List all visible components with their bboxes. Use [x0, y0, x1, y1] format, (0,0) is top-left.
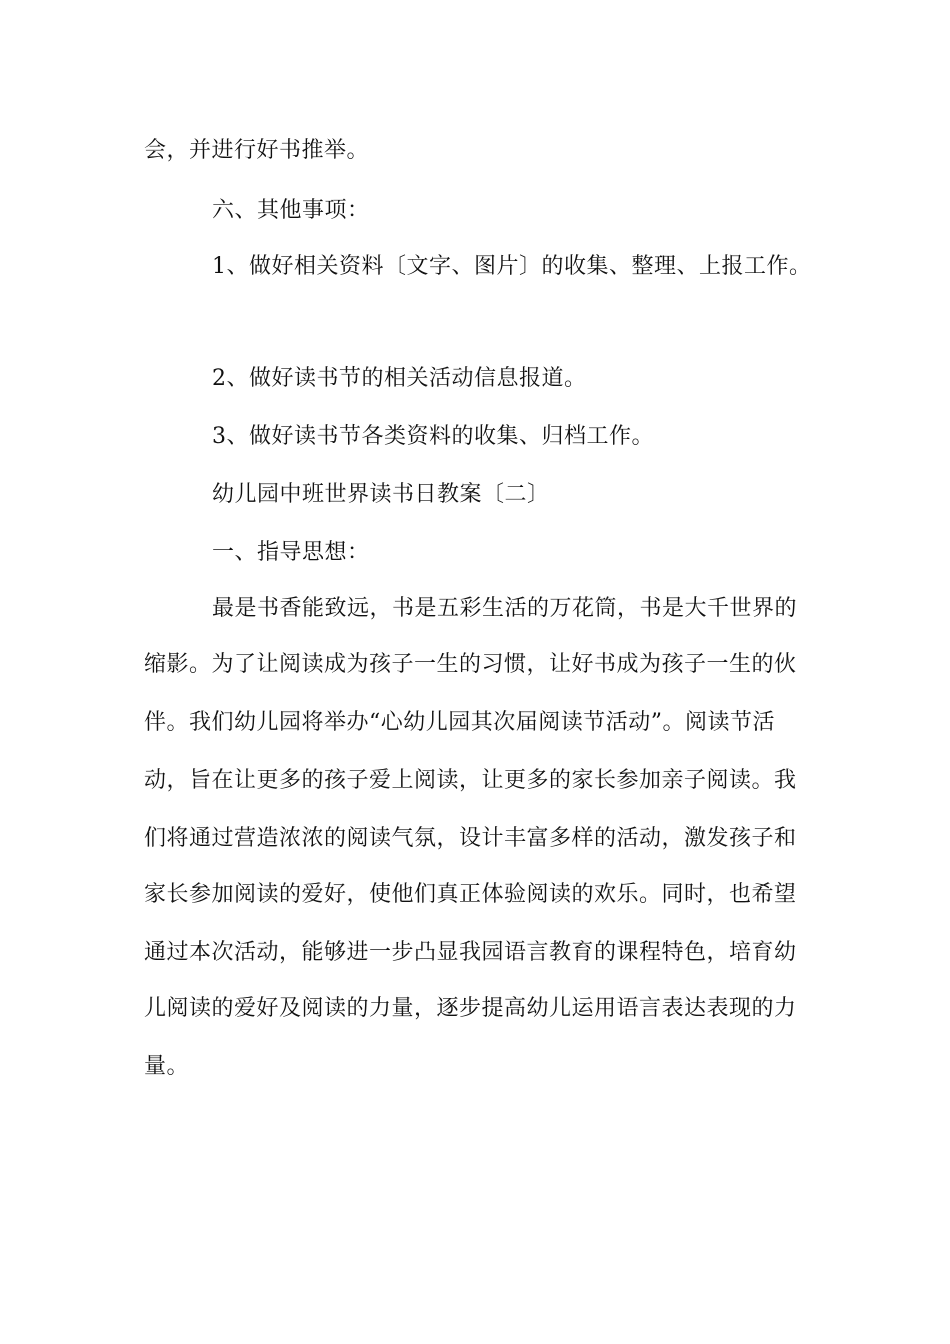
- paragraph-line: 缩影。为了让阅读成为孩子一生的习惯，让好书成为孩子一生的伙: [144, 652, 797, 677]
- paragraph-line: 们将通过营造浓浓的阅读气氛，设计丰富多样的活动，激发孩子和: [144, 826, 797, 851]
- paragraph-line: 家长参加阅读的爱好，使他们真正体验阅读的欢乐。同时，也希望: [144, 882, 797, 907]
- paragraph-line: 儿阅读的爱好及阅读的力量，逐步提高幼儿运用语言表达表现的力: [144, 996, 797, 1021]
- section-heading-guiding-thought: 一、指导思想：: [212, 540, 370, 565]
- text-line-continuation: 会，并进行好书推举。: [144, 138, 370, 163]
- paragraph-line: 量。: [144, 1054, 190, 1079]
- paragraph-line: 伴。我们幼儿园将举办“心幼儿园其次届阅读节活动”。阅读节活: [144, 710, 775, 735]
- paragraph-line: 通过本次活动，能够进一步凸显我园语言教育的课程特色，培育幼: [144, 940, 797, 965]
- list-item-2: 2、做好读书节的相关活动信息报道。: [212, 366, 587, 391]
- document-subtitle: 幼儿园中班世界读书日教案〔二〕: [212, 482, 550, 507]
- list-item-1: 1、做好相关资料〔文字、图片〕的收集、整理、上报工作。: [212, 254, 812, 279]
- list-item-3: 3、做好读书节各类资料的收集、归档工作。: [212, 424, 654, 449]
- section-heading-other-matters: 六、其他事项：: [212, 198, 370, 223]
- paragraph-line: 动，旨在让更多的孩子爱上阅读，让更多的家长参加亲子阅读。我: [144, 768, 797, 793]
- paragraph-line: 最是书香能致远，书是五彩生活的万花筒，书是大千世界的: [212, 596, 798, 621]
